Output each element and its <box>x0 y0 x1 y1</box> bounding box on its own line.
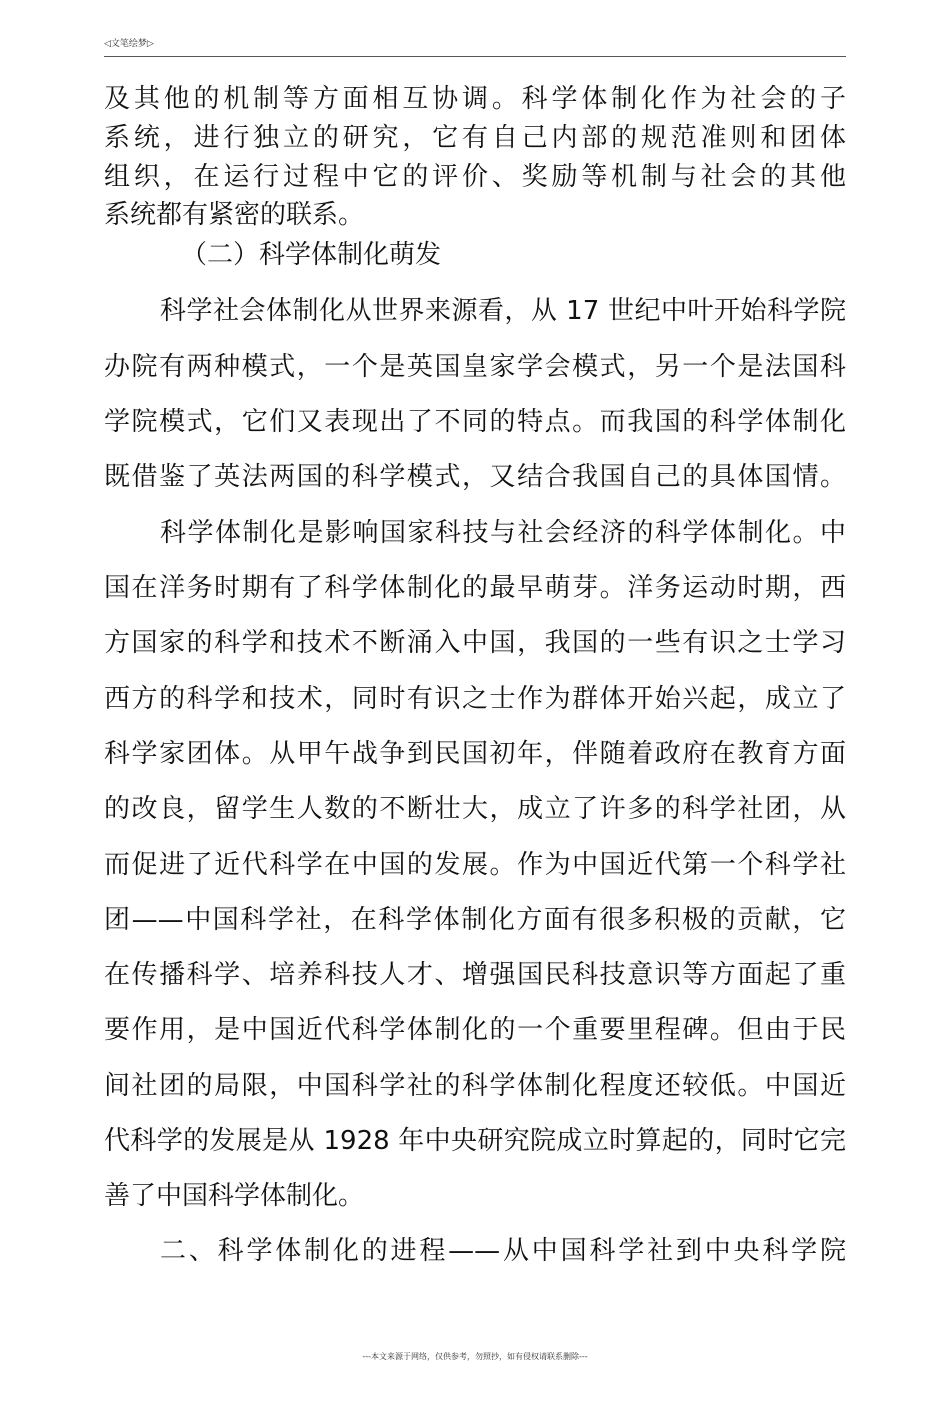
text-line: 科学体制化是影响国家科技与社会经济的科学体制化。中 <box>160 518 846 548</box>
text-line: 代科学的发展是从 1928 年中央研究院成立时算起的，同时它完 <box>104 1126 846 1156</box>
text-line: 学院模式，它们又表现出了不同的特点。而我国的科学体制化 <box>104 407 846 437</box>
text-line: 组织，在运行过程中它的评价、奖励等机制与社会的其他 <box>104 162 846 192</box>
text-line: 既借鉴了英法两国的科学模式，又结合我国自己的具体国情。 <box>104 462 846 492</box>
text-line: 方国家的科学和技术不断涌入中国，我国的一些有识之士学习 <box>104 628 846 658</box>
text-line: 而促进了近代科学在中国的发展。作为中国近代第一个科学社 <box>104 850 846 880</box>
text-line: 办院有两种模式，一个是英国皇家学会模式，另一个是法国科 <box>104 352 846 382</box>
text-line: 西方的科学和技术，同时有识之士作为群体开始兴起，成立了 <box>104 684 846 714</box>
text-line: 团——中国科学社，在科学体制化方面有很多积极的贡献，它 <box>104 905 846 935</box>
text-line: 的改良，留学生人数的不断壮大，成立了许多的科学社团，从 <box>104 794 846 824</box>
text-line: 间社团的局限，中国科学社的科学体制化程度还较低。中国近 <box>104 1071 846 1101</box>
text-line: 善了中国科学体制化。 <box>104 1181 365 1211</box>
text-line: 科学家团体。从甲午战争到民国初年，伴随着政府在教育方面 <box>104 739 846 769</box>
page-header <box>104 36 846 57</box>
header-logo-text: ◁文笔绘梦▷ <box>104 39 154 49</box>
text-line: 及其他的机制等方面相互协调。科学体制化作为社会的子 <box>104 84 846 114</box>
text-line: 国在洋务时期有了科学体制化的最早萌芽。洋务运动时期，西 <box>104 573 846 603</box>
text-line: 在传播科学、培养科技人才、增强国民科技意识等方面起了重 <box>104 960 846 990</box>
text-line: 系统，进行独立的研究，它有自己内部的规范准则和团体 <box>104 123 846 153</box>
section-heading: 二、科学体制化的进程——从中国科学社到中央科学院 <box>160 1236 846 1266</box>
page-footer: ---本文来源于网络，仅供参考，勿照抄，如有侵权请联系删除--- <box>362 1352 588 1361</box>
text-line: 科学社会体制化从世界来源看，从 17 世纪中叶开始科学院 <box>160 296 846 326</box>
text-line: 要作用，是中国近代科学体制化的一个重要里程碑。但由于民 <box>104 1015 846 1045</box>
section-heading: （二）科学体制化萌发 <box>181 240 442 270</box>
text-line: 系统都有紧密的联系。 <box>104 200 365 230</box>
